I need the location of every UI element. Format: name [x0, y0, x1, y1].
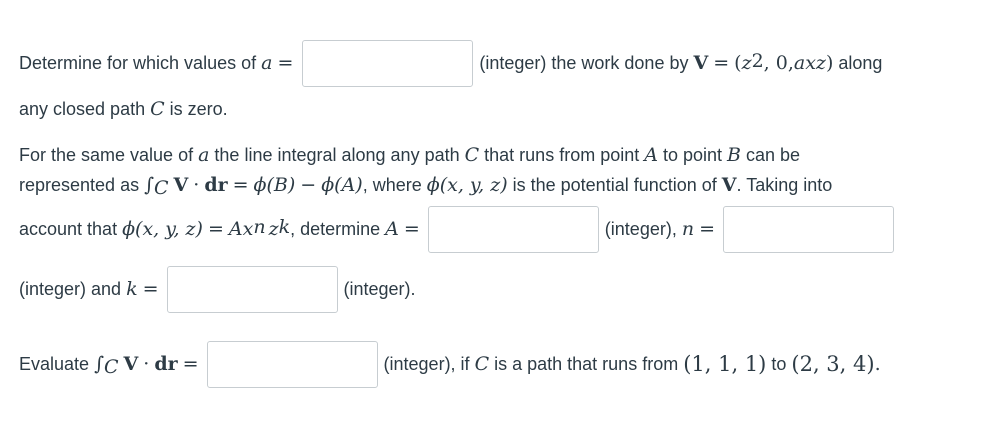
var-a: a: [198, 144, 210, 166]
var-a: a: [261, 52, 273, 74]
var-C: C: [474, 353, 490, 375]
dot: ·: [143, 353, 150, 375]
answer-k-input[interactable]: [167, 266, 338, 313]
phi-B: ϕ(B): [253, 174, 296, 196]
integral-sign: ∫: [144, 174, 154, 196]
q2-text: (integer).: [343, 278, 416, 299]
zero-component: , 0,: [763, 52, 794, 74]
q3-text: is a path that runs from: [494, 353, 679, 374]
q1-along: along: [838, 52, 883, 73]
Ax: Ax: [228, 218, 254, 240]
q1-line2: [19, 94, 228, 124]
q3-text: Evaluate: [19, 353, 90, 374]
var-C: C: [150, 98, 165, 120]
minus: −: [300, 174, 317, 196]
equals: =: [182, 353, 199, 375]
q2-text: . Taking into: [736, 174, 833, 195]
q2-text: is the potential function of: [512, 174, 717, 195]
q3-text: (integer), if: [383, 353, 470, 374]
answer-integral-input[interactable]: [207, 341, 378, 388]
var-k: k: [126, 278, 138, 300]
vector-V: V: [693, 52, 709, 74]
q2-text: (integer) and: [19, 278, 122, 299]
dr: dr: [204, 174, 228, 196]
axz: axz: [793, 52, 826, 74]
q3-line: Evaluate ∫ $_C$ V · dr = (integer), if C is a path that runs from (1, 1, 1) to (2, 3, 4) .: [19, 349, 881, 379]
q2-line4: [19, 274, 416, 304]
q2-text: represented as: [19, 174, 140, 195]
var-C: C: [464, 144, 480, 166]
equals: =: [142, 278, 159, 300]
vector-open: (: [734, 52, 742, 74]
q2-text: that runs from point: [484, 144, 640, 165]
q2-text: , determine: [290, 218, 381, 239]
equals: =: [403, 218, 420, 240]
vector-close: ): [825, 52, 834, 74]
var-z: z: [268, 218, 279, 240]
vector-V: V: [721, 174, 737, 196]
q2-text: (integer),: [604, 218, 677, 239]
equals: =: [713, 52, 730, 74]
q2-line1: [19, 140, 800, 170]
equals: =: [207, 218, 224, 240]
q2-text: , where: [362, 174, 422, 195]
vector-V: V: [123, 353, 139, 375]
dot: ·: [193, 174, 200, 196]
var-A: A: [644, 144, 658, 166]
point-to: (2, 3, 4): [791, 352, 875, 376]
q2-line3: account that ϕ(x, y, z) = Ax $^n$ z $^k$ , determine A = (integer), n =: [19, 214, 894, 244]
equals: =: [699, 218, 715, 240]
answer-n-input[interactable]: [723, 206, 894, 253]
vector-V: V: [173, 174, 189, 196]
var-B: B: [727, 144, 741, 166]
q2-text: account that: [19, 218, 118, 239]
q3-text: to: [771, 353, 787, 374]
q2-line2: represented as ∫ $_C$ V · dr = ϕ(B) − ϕ(A) , where ϕ(x, y, z) is the potential function of V . Taking into: [19, 174, 833, 199]
answer-A-input[interactable]: [428, 206, 599, 253]
answer-a-input[interactable]: [302, 40, 473, 87]
q1-text-4: is zero.: [169, 98, 228, 119]
phi-xyz: ϕ(x, y, z): [426, 174, 508, 196]
phi-xyz: ϕ(x, y, z): [122, 218, 203, 240]
q2-text: the line integral along any path: [214, 144, 460, 165]
var-z: z: [741, 52, 752, 74]
q1-text-2: (integer) the work done by: [479, 52, 689, 73]
q1-text: Determine for which values of: [19, 52, 257, 73]
q2-text: For the same value of: [19, 144, 194, 165]
period: .: [874, 353, 881, 375]
equals: =: [232, 174, 249, 196]
phi-A: ϕ(A): [321, 174, 363, 196]
point-from: (1, 1, 1): [683, 352, 767, 376]
var-A: A: [385, 218, 399, 240]
q1-text-3: any closed path: [19, 98, 146, 119]
q2-text: can be: [745, 144, 801, 165]
integral-sign: ∫: [94, 353, 104, 375]
dr: dr: [154, 353, 178, 375]
q1-line1: Determine for which values of a = (integer) the work done by V = ( z $^2$ , 0, axz ) along: [19, 48, 882, 78]
equals: =: [277, 52, 294, 74]
var-n: n: [681, 218, 695, 240]
q2-text: to point: [662, 144, 723, 165]
